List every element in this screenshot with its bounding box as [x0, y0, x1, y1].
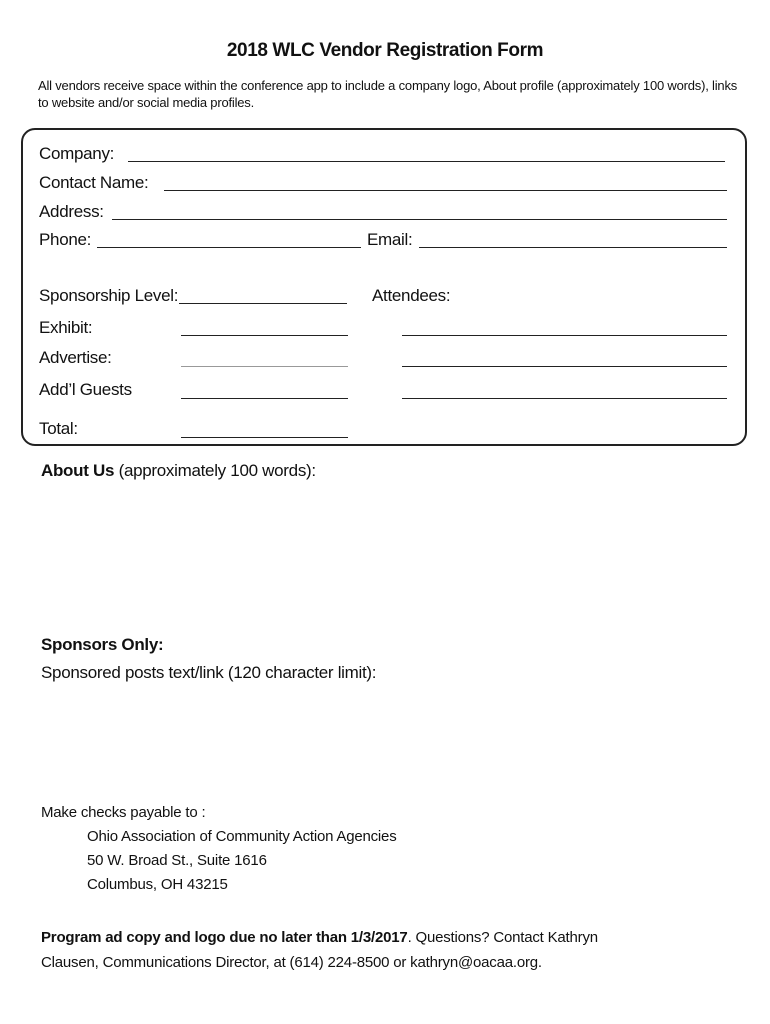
- attendee-field-2[interactable]: [402, 366, 727, 367]
- sponsors-heading: [41, 635, 163, 655]
- address-label: Address:: [39, 202, 104, 221]
- attendee-field-3[interactable]: [402, 398, 727, 399]
- add-guests-label: Add’l Guests: [39, 380, 132, 399]
- advertise-field[interactable]: [181, 366, 348, 367]
- company-field[interactable]: [128, 161, 725, 162]
- deadline-notice: [41, 928, 598, 948]
- sponsorship-level-label: Sponsorship Level:: [39, 286, 179, 305]
- payee-city: Columbus, OH 43215: [87, 876, 228, 893]
- sponsored-posts-area[interactable]: [41, 690, 727, 795]
- about-us-heading: [41, 461, 316, 481]
- about-us-area[interactable]: [41, 486, 727, 626]
- email-field[interactable]: [419, 247, 727, 248]
- sponsors-title: Sponsors Only:: [41, 635, 164, 654]
- add-guests-field[interactable]: [181, 398, 348, 399]
- payee-name: Ohio Association of Community Action Agencies: [87, 828, 397, 845]
- deadline-text: Program ad copy and logo due no later than 1/3/2017: [41, 929, 408, 946]
- contact-text: . Questions? Contact Kathryn: [407, 929, 598, 946]
- phone-field[interactable]: [97, 247, 361, 248]
- about-us-title: About Us: [41, 461, 115, 480]
- about-us-note: (approximately 100 words):: [114, 461, 316, 480]
- advertise-label: Advertise:: [39, 348, 112, 367]
- email-label: Email:: [367, 230, 413, 249]
- form-title: 2018 WLC Vendor Registration Form: [226, 40, 544, 61]
- total-field[interactable]: [181, 437, 348, 438]
- sponsorship-level-field[interactable]: [179, 303, 347, 304]
- form-intro: All vendors receive space within the conference app to include a company logo, About profile (approximately 100 words), links to website and/or social media profiles.: [38, 78, 738, 110]
- address-field[interactable]: [112, 219, 727, 220]
- attendee-field-1[interactable]: [402, 335, 727, 336]
- payment-label: Make checks payable to :: [41, 804, 206, 821]
- exhibit-field[interactable]: [181, 335, 348, 336]
- total-label: Total:: [39, 419, 78, 438]
- contact-details: Clausen, Communications Director, at (614) 224-8500 or kathryn@oacaa.org.: [41, 954, 542, 971]
- company-label: Company:: [39, 144, 115, 163]
- attendees-label: Attendees:: [372, 286, 451, 305]
- sponsored-posts-label: Sponsored posts text/link (120 character limit):: [41, 663, 377, 682]
- exhibit-label: Exhibit:: [39, 318, 93, 337]
- contact-name-label: Contact Name:: [39, 173, 149, 192]
- contact-name-field[interactable]: [164, 190, 727, 191]
- payee-street: 50 W. Broad St., Suite 1616: [87, 852, 267, 869]
- phone-label: Phone:: [39, 230, 92, 249]
